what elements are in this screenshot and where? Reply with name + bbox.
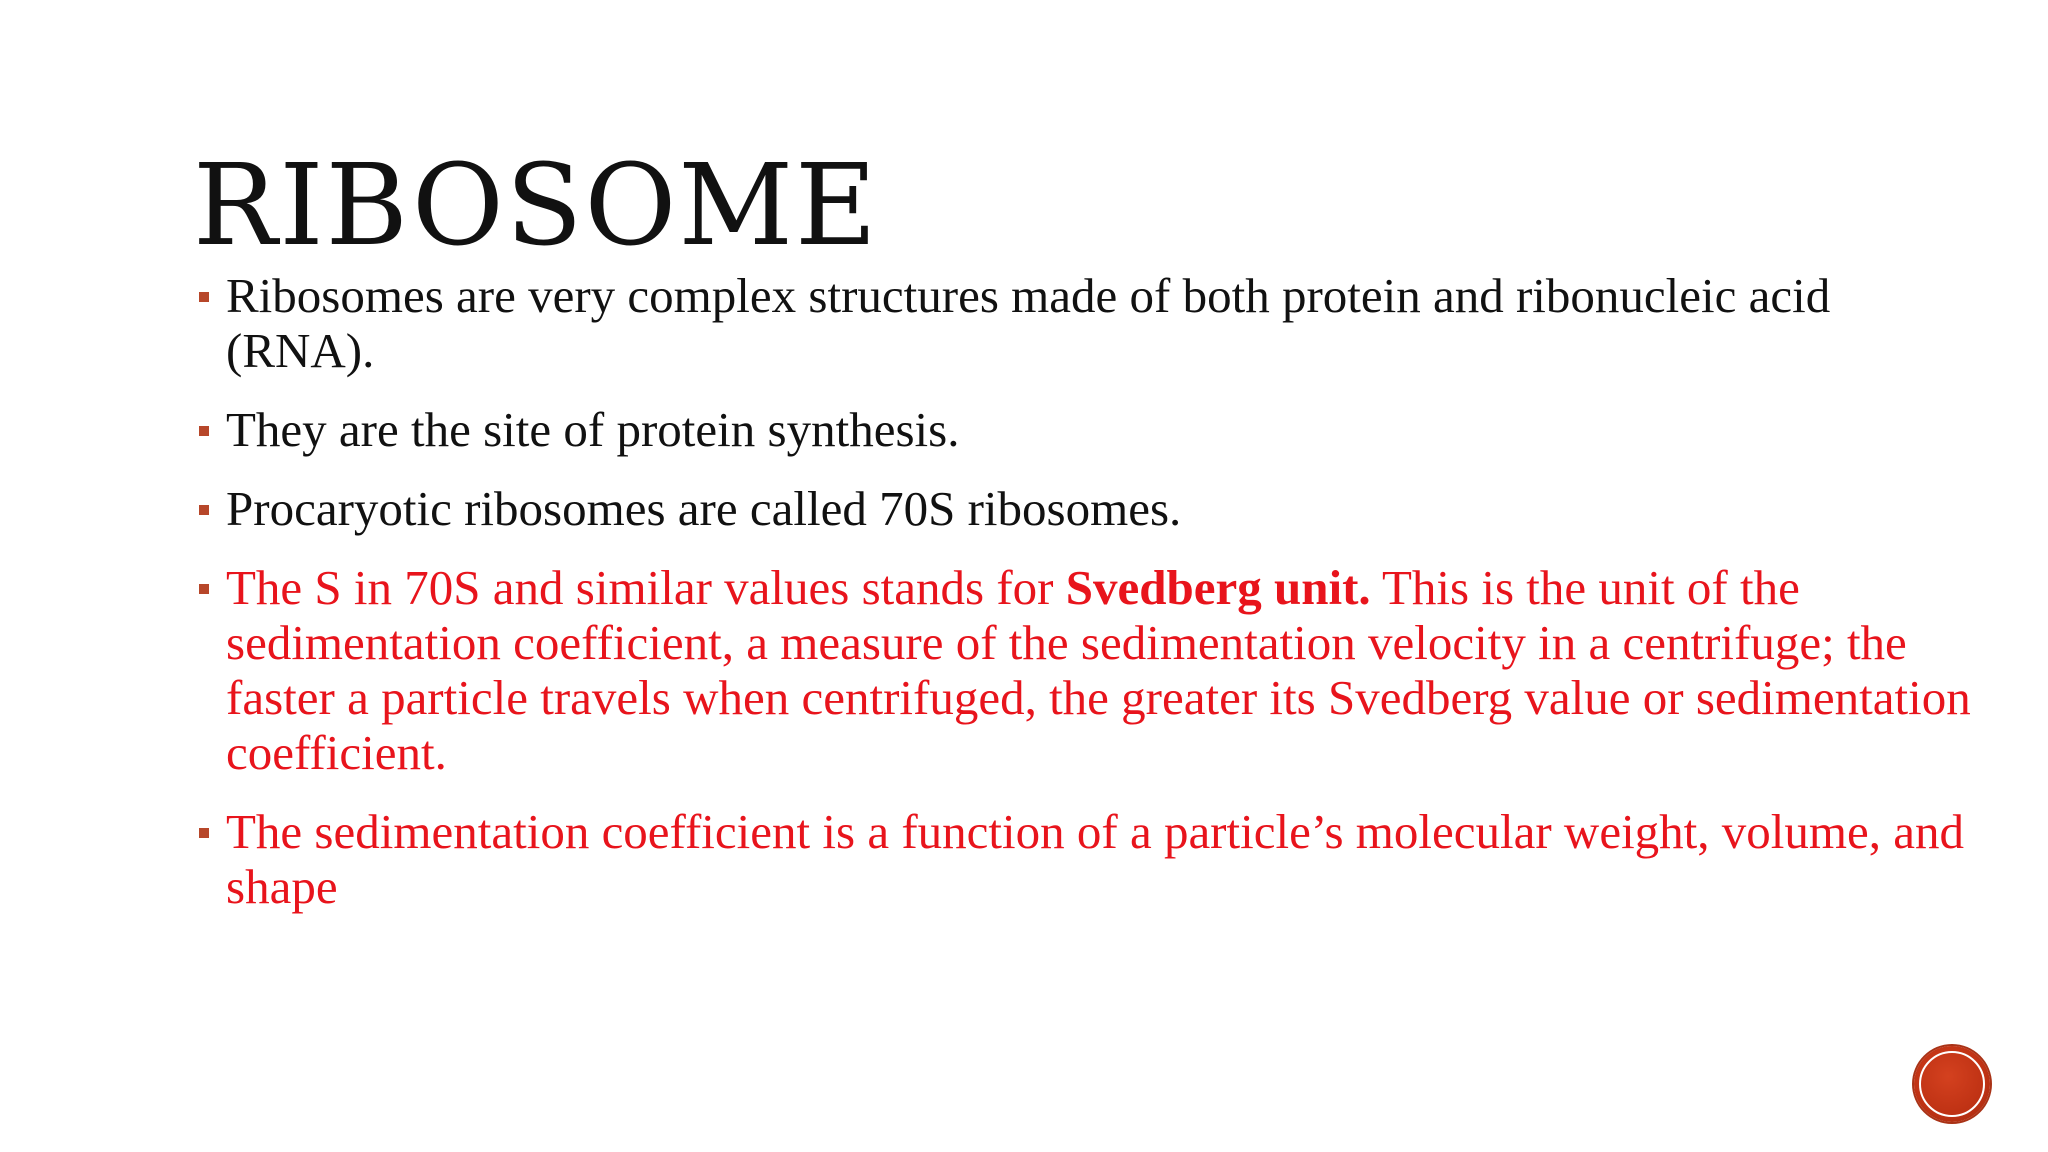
bullet-text-end: This is the unit of the sedimentation coefficient, a measure of the sedimentation velocity in a centrifuge; the faster a particle travels when centrifuged, the greater its Svedberg value or sedimentation coefficient. — [226, 560, 1971, 780]
bullet-item-highlight — [196, 560, 1986, 780]
slide-nav-button[interactable] — [1914, 1046, 1990, 1122]
square-bullet-icon — [199, 828, 209, 838]
square-bullet-icon — [199, 292, 209, 302]
bullet-text: The sedimentation coefficient is a function of a particle’s molecular weight, volume, and shape — [226, 804, 1965, 914]
bullet-text: Procaryotic ribosomes are called 70S ribosomes. — [226, 481, 1182, 536]
bullet-text-bold-term: Svedberg unit. — [1065, 560, 1371, 615]
bullet-item — [196, 481, 1986, 536]
bullet-text: They are the site of protein synthesis. — [226, 402, 960, 457]
square-bullet-icon — [199, 505, 209, 515]
bullet-item — [196, 268, 1986, 378]
circle-nav-icon — [1919, 1051, 1985, 1117]
slide-title: RIBOSOME — [193, 141, 879, 271]
square-bullet-icon — [199, 426, 209, 436]
bullet-list — [196, 268, 1986, 938]
bullet-text: Ribosomes are very complex structures made of both protein and ribonucleic acid (RNA). — [226, 268, 1831, 378]
bullet-item — [196, 402, 1986, 457]
square-bullet-icon — [199, 584, 209, 594]
bullet-text-start: The S in 70S and similar values stands for — [226, 560, 1066, 615]
bullet-item-highlight — [196, 804, 1986, 914]
